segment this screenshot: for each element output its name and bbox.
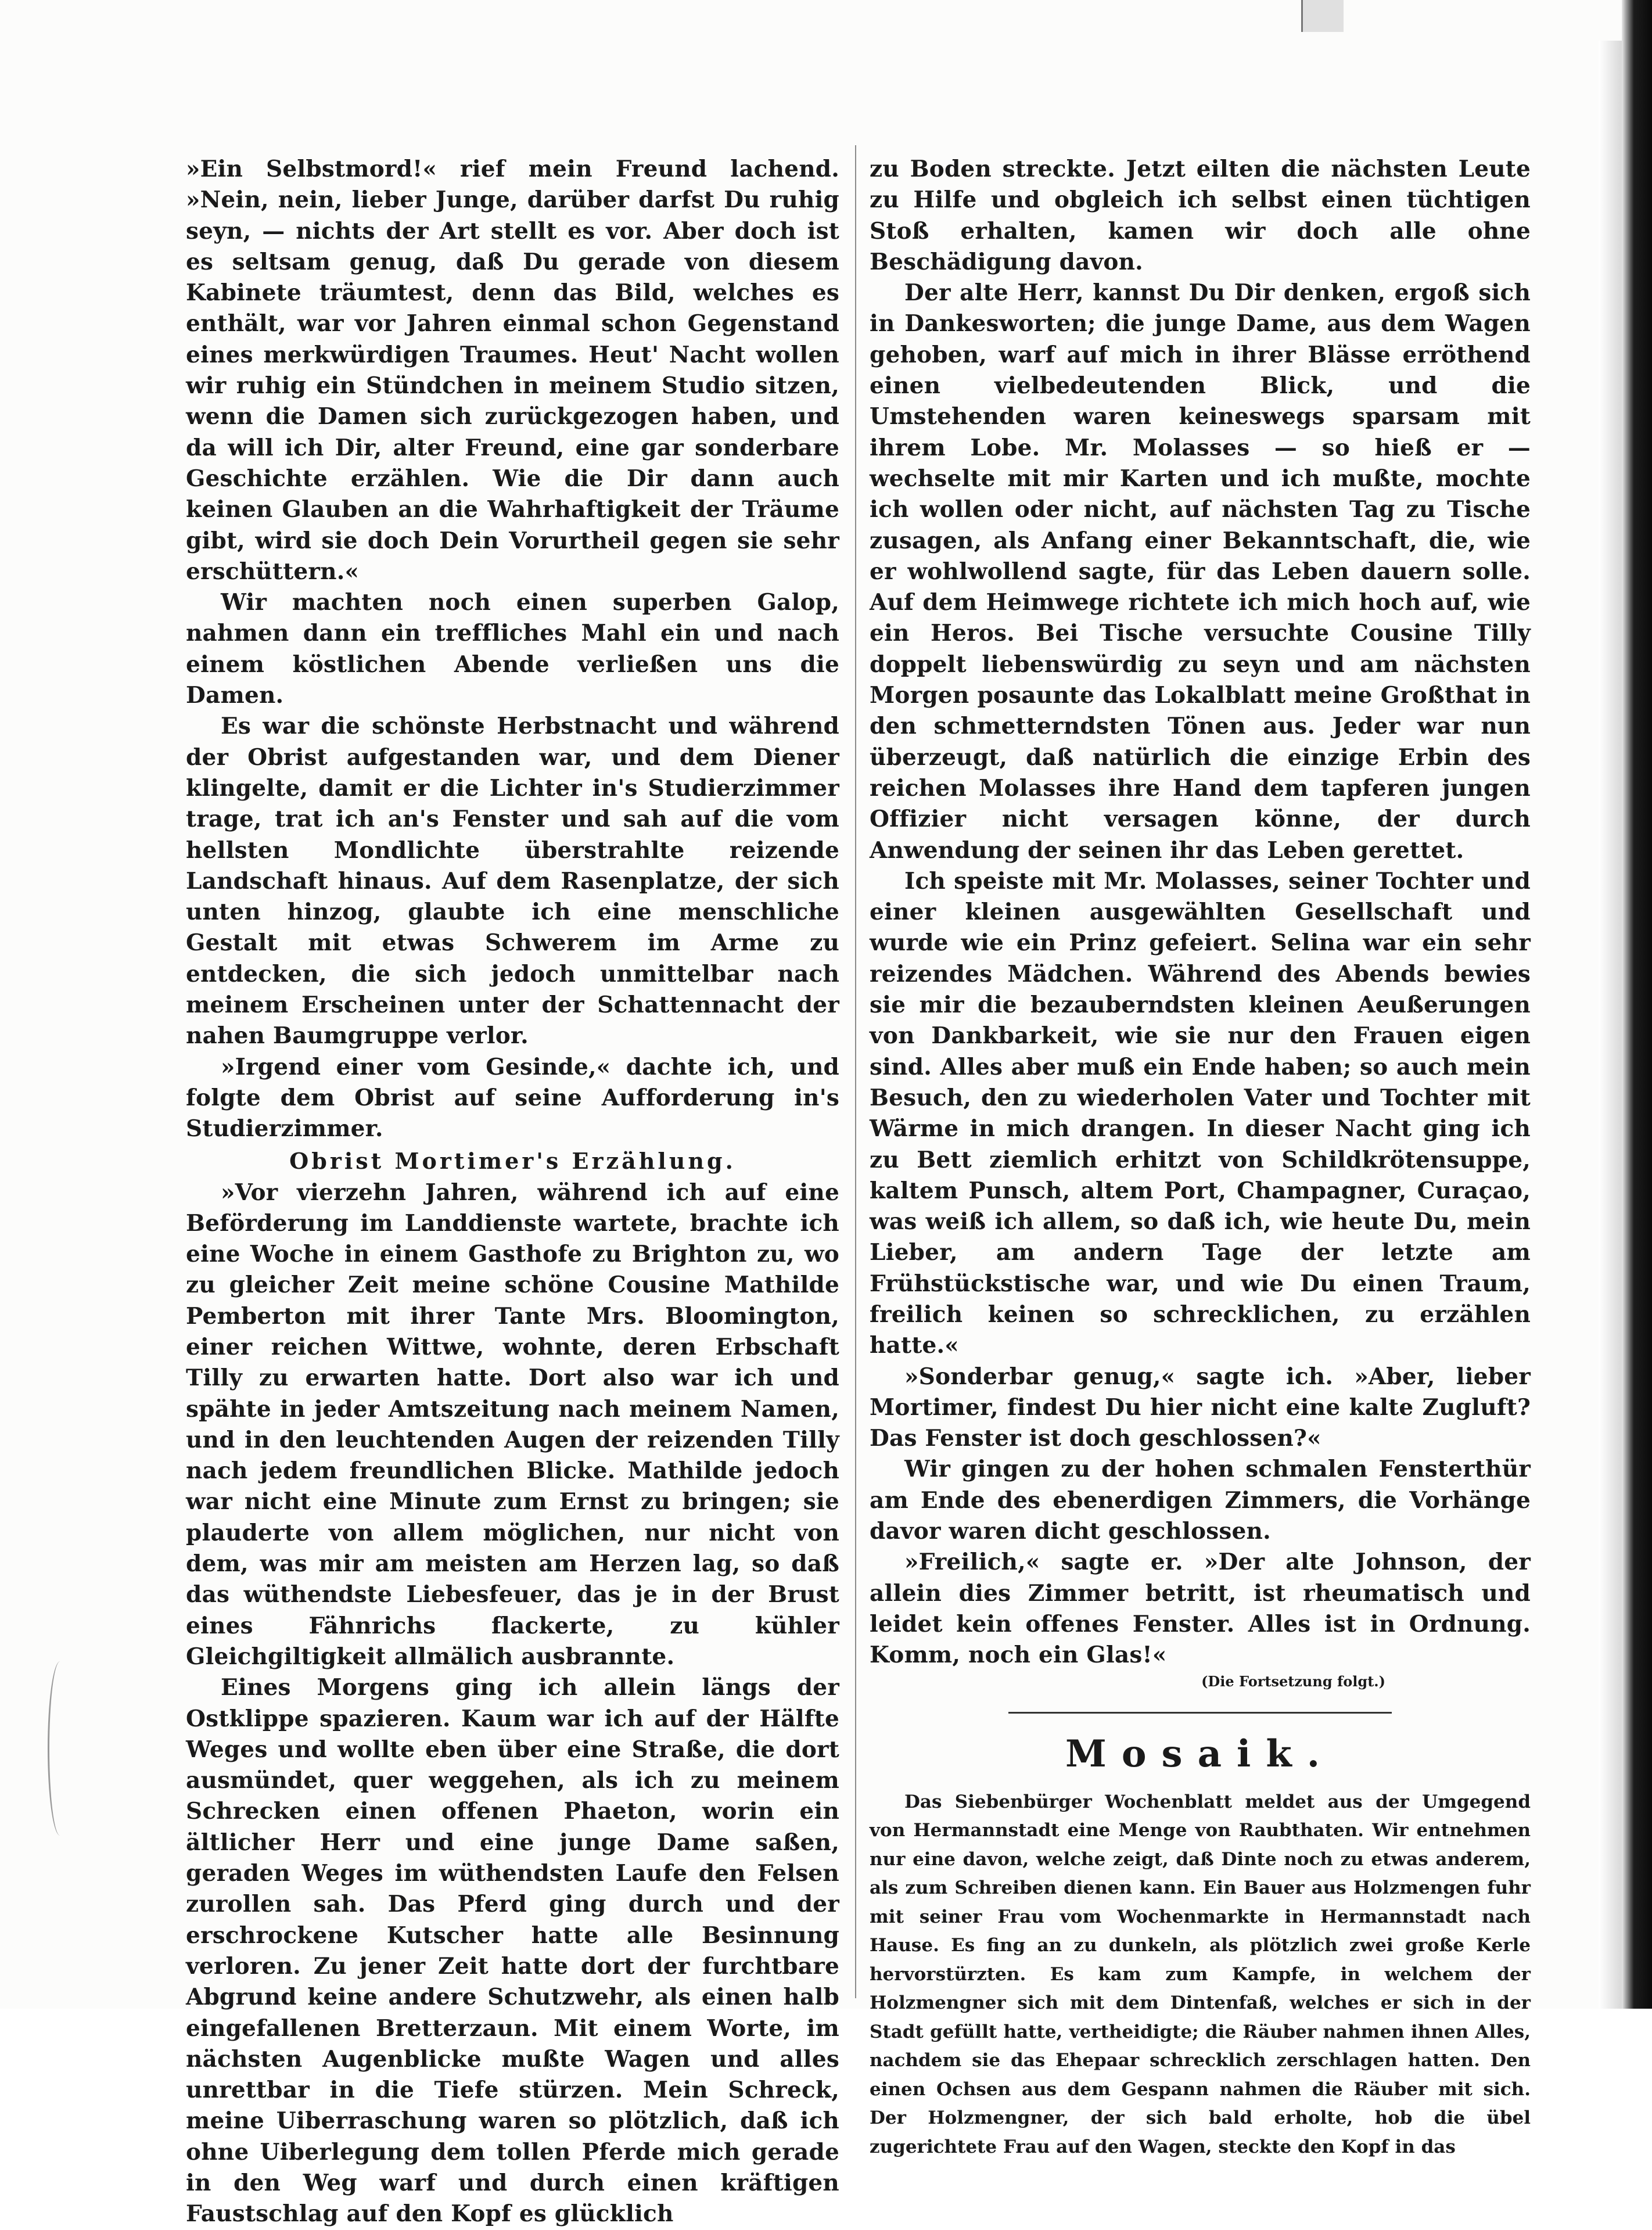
right-paragraph-6: »Freilich,« sagte er. »Der alte Johnson, der allein dies Zimmer betritt, ist rheumatisch und leidet kein offenes Fenster. Alles ist in Ordnung. Komm, noch ein Glas!«: [870, 1549, 1531, 1669]
left-paragraph-1: »Ein Selbstmord!« rief mein Freund lachend. »Nein, nein, lieber Junge, darüber darfst Du ruhig seyn, — nichts der Art stellt es vor. Aber doch ist es seltsam genug, daß Du gerade von diesem Kabinete träumtest, denn das Bild, welches es enthält, war vor Jahren einmal schon Gegenstand eines merkwürdigen Traumes. Heut' Nacht wollen wir ruhig ein Stündchen in meinem Studio sitzen, wenn die Damen sich zurückgezogen haben, und da will ich Dir, alter Freund, eine gar sonderbare Geschichte erzählen. Wie die Dir dann auch keinen Glauben an die Wahrhaftigkeit der Träume gibt, wird sie doch Dein Vorurtheil gegen sie sehr erschüttern.«: [186, 156, 839, 585]
left-paragraph-3: Es war die schönste Herbstnacht und während der Obrist aufgestanden war, und dem Diener klingelte, damit er die Lichter in's Studierzimmer trage, trat ich an's Fenster und sah auf die vom hellsten Mondlichte überstrahlte reizende Landschaft hinaus. Auf dem Rasenplatze, der sich unten hinzog, glaubte ich eine menschliche Gestalt mit etwas Schwerem im Arme zu entdecken, die sich jedoch unmittelbar nach meinem Erscheinen unter der Schattennacht der nahen Baumgruppe verlor.: [186, 713, 839, 1050]
section-rule: [1008, 1712, 1392, 1714]
right-paragraph-3: Ich speiste mit Mr. Molasses, seiner Tochter und einer kleinen ausgewählten Gesellschaft und wurde wie ein Prinz gefeiert. Selina war ein sehr reizendes Mädchen. Während des Abends bewies sie mir die bezauberndsten kleinen Aeußerungen von Dankbarkeit, wie sie nur den Frauen eigen sind. Alles aber muß ein Ende haben; so auch mein Besuch, den zu wiederholen Vater und Tochter mit Wärme in mich drangen. In dieser Nacht ging ich zu Bett ziemlich erhitzt von Schildkrötensuppe, kaltem Punsch, altem Port, Champagner, Curaçao, was weiß ich allem, so daß ich, wie heute Du, mein Lieber, am andern Tage der letzte am Frühstückstische war, und wie Du einen Traum, freilich keinen so schrecklichen, zu erzählen hatte.«: [870, 867, 1531, 1359]
page-edge-strip: [1599, 41, 1622, 2009]
right-paragraph-5: Wir gingen zu der hohen schmalen Fensterthür am Ende des ebenerdigen Zimmers, die Vorhänge davor waren dicht geschlossen.: [870, 1456, 1531, 1545]
left-paragraph-5: »Vor vierzehn Jahren, während ich auf eine Beförderung im Landdienste wartete, brachte ich eine Woche in einem Gasthofe zu Brighton zu, wo zu gleicher Zeit meine schöne Cousine Mathilde Pemberton mit ihrer Tante Mrs. Bloomington, einer reichen Wittwe, wohnte, deren Erbschaft Tilly zu erwarten hatte. Dort also war ich und spähte in jeder Amtszeitung nach meinem Namen, und in den leuchtenden Augen der reizenden Tilly nach jedem freundlichen Blicke. Mathilde jedoch war nicht eine Minute zum Ernst zu bringen; sie plauderte von allem möglichen, nur nicht von dem, was mir am meisten am Herzen lag, so daß das wüthendste Liebesfeuer, das je in der Brust eines Fähnrichs flackerte, zu kühler Gleichgiltigkeit allmälich ausbrannte.: [186, 1179, 839, 1670]
left-paragraph-4: »Irgend einer vom Gesinde,« dachte ich, und folgte dem Obrist auf seine Aufforderung in's Studierzimmer.: [186, 1053, 839, 1143]
right-paragraph-1: zu Boden streckte. Jetzt eilten die nächsten Leute zu Hilfe und obgleich ich selbst einen tüchtigen Stoß erhalten, kamen wir doch alle ohne Beschädigung davon.: [870, 156, 1531, 275]
left-paragraph-6: Eines Morgens ging ich allein längs der Ostklippe spazieren. Kaum war ich auf der Hälfte Weges und wollte eben über eine Straße, die dort ausmündet, quer weggehen, als ich zu meinem Schrecken einen offenen Phaeton, worin ein ältlicher Herr und eine junge Dame saßen, geraden Weges im wüthendsten Laufe den Felsen zurollen sah. Das Pferd ging durch und der erschrockene Kutscher hatte alle Besinnung verloren. Zu jener Zeit hatte dort der furchtbare Abgrund keine andere Schutzwehr, als einen halb eingefallenen Bretterzaun. Mit einem Worte, im nächsten Augenblicke mußte Wagen und alles unrettbar in die Tiefe stürzen. Mein Schreck, meine Uiberraschung waren so plötzlich, daß ich ohne Uiberlegung dem tollen Pferde mich gerade in den Weg warf und durch einen kräftigen Faustschlag auf den Kopf es glücklich: [186, 1674, 839, 2228]
column-divider: [855, 145, 856, 1998]
story-heading: Obrist Mortimer's Erzählung.: [289, 1147, 736, 1174]
scan-artifact-arc: [48, 1661, 73, 1836]
left-paragraph-2: Wir machten noch einen superben Galop, nahmen dann ein treffliches Mahl ein und nach einem köstlichen Abende verließen uns die Damen.: [186, 589, 839, 709]
right-paragraph-2: Der alte Herr, kannst Du Dir denken, ergoß sich in Dankesworten; die junge Dame, aus dem Wagen gehoben, warf auf mich in ihrer Blässe erröthend einen vielbedeutenden Blick, und die Umstehenden waren keineswegs sparsam mit ihrem Lobe. Mr. Molasses — so hieß er — wechselte mit mir Karten und ich mußte, mochte ich wollen oder nicht, auf nächsten Tag zu Tische zusagen, als Anfang einer Bekanntschaft, die, wie er wohlwollend sagte, für das Leben dauern solle. Auf dem Heimwege richtete ich mich hoch auf, wie ein Heros. Bei Tische versuchte Cousine Tilly doppelt liebenswürdig zu seyn und am nächsten Morgen posaunte das Lokalblatt meine Großthat in den schmetterndsten Tönen aus. Jeder war nun überzeugt, daß natürlich die einzige Erbin des reichen Molasses ihre Hand dem tapferen jungen Offizier nicht versagen könne, der durch Anwendung der seinen ihr das Leben gerettet.: [870, 279, 1531, 864]
right-column: [870, 154, 1531, 2161]
continuation-note: (Die Fortsetzung folgt.): [1201, 1672, 1385, 1690]
section-title-mosaik: Mosaik.: [1065, 1732, 1335, 1776]
mosaik-paragraph: Das Siebenbürger Wochenblatt meldet aus der Umgegend von Hermannstadt eine Menge von Raubthaten. Wir entnehmen nur eine davon, welche zeigt, daß Dinte noch zu etwas anderem, als zum Schreiben dienen kann. Ein Bauer aus Holzmengen fuhr mit seiner Frau vom Wochenmarkte in Hermannstadt nach Hause. Es fing an zu dunkeln, als plötzlich zwei große Kerle hervorstürzten. Es kam zum Kampfe, in welchem der Holzmengner sich mit dem Dintenfaß, welches er sich in der Stadt gefüllt hatte, vertheidigte; die Räuber nahmen ihnen Alles, nachdem sie das Ehepaar schrecklich zerschlagen hatten. Den einen Ochsen aus dem Gespann nahmen die Räuber mit sich. Der Holzmengner, der sich bald erholte, hob die übel zugerichtete Frau auf den Wagen, steckte den Kopf in das: [870, 1791, 1531, 2157]
scan-corner-mark: [1301, 0, 1344, 32]
binding-shadow: [1622, 0, 1652, 2009]
right-paragraph-4: »Sonderbar genug,« sagte ich. »Aber, lieber Mortimer, findest Du hier nicht eine kalte Zugluft? Das Fenster ist doch geschlossen?«: [870, 1363, 1531, 1452]
left-column: [186, 154, 839, 2230]
